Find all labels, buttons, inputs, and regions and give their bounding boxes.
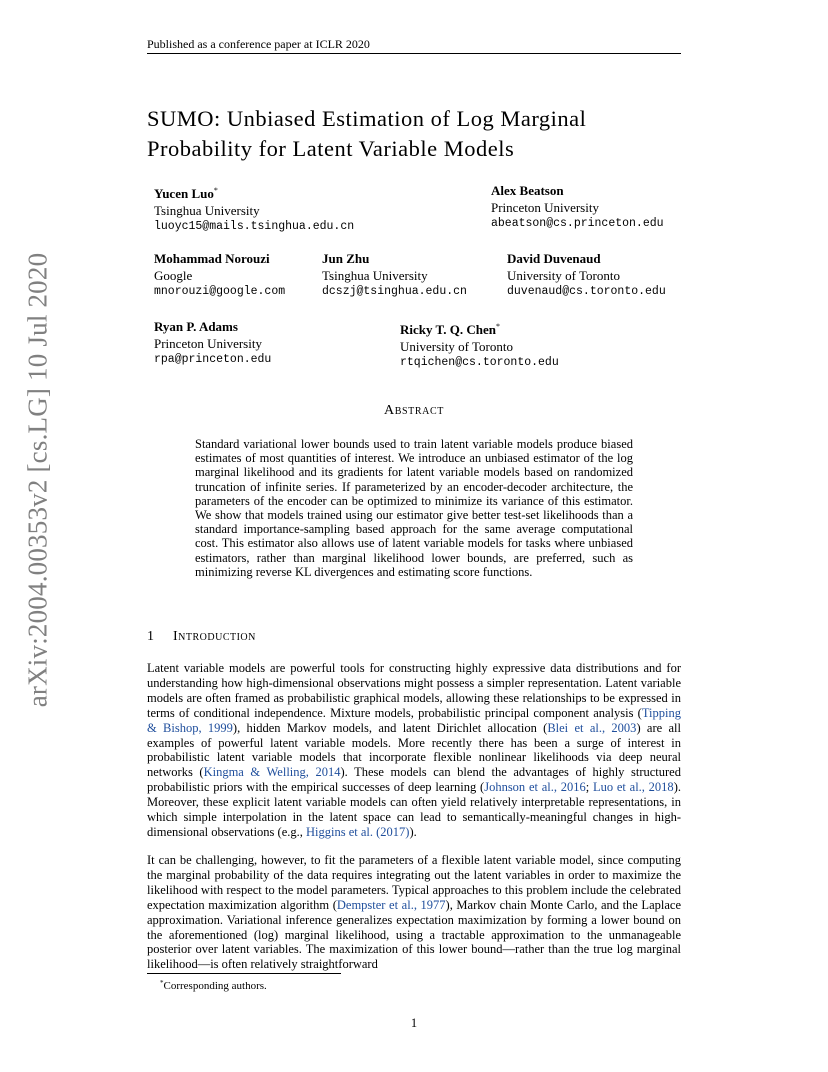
citation-link[interactable]: Dempster et al., 1977 [336, 897, 446, 912]
footnote-mark: * [160, 979, 164, 987]
footnote [160, 976, 267, 993]
author-email[interactable]: dcszj@tsinghua.edu.cn [322, 285, 467, 298]
author-block [154, 319, 271, 369]
arxiv-identifier: arXiv:2004.00353v2 [cs.LG] 10 Jul 2020 [22, 252, 53, 708]
author-block [154, 183, 354, 236]
author-name: Mohammad Norouzi [154, 251, 270, 266]
title-line-1: SUMO: Unbiased Estimation of Log Marginal [147, 106, 587, 131]
author-email[interactable]: rpa@princeton.edu [154, 353, 272, 366]
author-email[interactable]: duvenaud@cs.toronto.edu [507, 285, 666, 298]
paragraph: It can be challenging, however, to fit the parameters of a flexible latent variable model, since computing the marginal probability of the data requires integrating out the latent variables in order to maximize the likelihood with respect to the model parameters. Typical approaches to this problem include the celebrated expectation maximization algorithm (Dempster et al., 1977), Markov chain Monte Carlo, and the Laplace approximation. Variational inference generalizes expectation maximization by forming a lower bound on the aforementioned (log) marginal likelihood, using a tractable approximation to the unmanageable posterior over latent variables. The maximization of this lower bound—rather than the true log marginal likelihood—is often relatively straightforward [147, 853, 681, 972]
author-name: Ricky T. Q. Chen* [400, 322, 500, 337]
author-affiliation: Tsinghua University [322, 267, 428, 283]
author-affiliation: Google [154, 267, 193, 283]
footnote-rule [147, 973, 341, 974]
author-name: Yucen Luo* [154, 186, 218, 201]
author-email[interactable]: abeatson@cs.princeton.edu [491, 217, 664, 230]
author-block [154, 251, 285, 301]
author-affiliation: University of Toronto [507, 267, 620, 283]
abstract-heading: Abstract [384, 403, 444, 418]
author-affiliation: Princeton University [154, 335, 262, 351]
paragraph: Latent variable models are powerful tools for constructing highly expressive data distributions and for understanding how high-dimensional observations might possess a simpler representation. Latent variable models are often framed as probabilistic graphical models, allowing these relationships to be expressed in terms of conditional independence. Mixture models, probabilistic principal component analysis (Tipping & Bishop, 1999), hidden Markov models, and latent Dirichlet allocation (Blei et al., 2003) are all examples of powerful latent variable models. More recently there has been a surge of interest in probabilistic latent variable models that incorporate flexible nonlinear likelihoods via deep neural networks (Kingma & Welling, 2014). These models can blend the advantages of highly structured probabilistic priors with the empirical successes of deep learning (Johnson et al., 2016; Luo et al., 2018). Moreover, these explicit latent variable models can often yield relatively interpretable representations, in which simple interpolation in the latent space can lead to semantically-meaningful changes in high-dimensional observations (e.g., Higgins et al. (2017)). [147, 661, 682, 839]
author-name: David Duvenaud [507, 251, 601, 266]
author-affiliation: Princeton University [491, 199, 599, 215]
section-title: Introduction [173, 629, 256, 644]
author-block [491, 183, 664, 233]
author-name: Jun Zhu [322, 251, 370, 266]
author-block [507, 251, 666, 301]
author-affiliation: University of Toronto [400, 338, 513, 354]
citation-link[interactable]: Luo et al., 2018 [592, 780, 674, 795]
title-line-2: Probability for Latent Variable Models [147, 136, 515, 161]
paper-title [147, 104, 707, 164]
author-name: Alex Beatson [491, 183, 564, 198]
citation-link[interactable]: Tipping & Bishop, 1999 [147, 705, 681, 735]
running-header: Published as a conference paper at ICLR 2020 [147, 37, 370, 51]
citation-link[interactable]: Johnson et al., 2016 [484, 780, 586, 795]
author-name: Ryan P. Adams [154, 319, 238, 334]
author-email[interactable]: mnorouzi@google.com [154, 285, 286, 298]
citation-link[interactable]: Higgins et al. (2017) [306, 824, 410, 839]
author-email[interactable]: luoyc15@mails.tsinghua.edu.cn [154, 220, 355, 233]
author-email[interactable]: rtqichen@cs.toronto.edu [400, 356, 559, 369]
footnote-text: Corresponding authors. [163, 980, 267, 992]
author-block [400, 319, 559, 372]
corresponding-mark: * [495, 322, 500, 331]
citation-link[interactable]: Kingma & Welling, 2014 [203, 765, 341, 780]
section-heading [147, 629, 256, 645]
section-number: 1 [147, 629, 155, 644]
author-affiliation: Tsinghua University [154, 202, 260, 218]
page-number: 1 [410, 1016, 418, 1030]
corresponding-mark: * [213, 186, 218, 195]
citation-link[interactable]: Blei et al., 2003 [547, 720, 637, 735]
abstract-text: Standard variational lower bounds used to train latent variable models produce biased estimates of most quantities of interest. We introduce an unbiased estimator of the log marginal likelihood and its gradients for latent variable models based on randomized truncation of infinite series. If parameterized by an encoder-decoder architecture, the parameters of the encoder can be optimized to minimize its variance of this estimator. We show that models trained using our estimator give better test-set likelihoods than a standard importance-sampling based approach for the same average computational cost. This estimator also allows use of latent variable models for tasks where unbiased estimators, rather than marginal likelihood lower bounds, are preferred, such as minimizing reverse KL divergences and estimating score functions. [195, 437, 633, 579]
author-block [322, 251, 467, 301]
header-rule [147, 53, 681, 54]
